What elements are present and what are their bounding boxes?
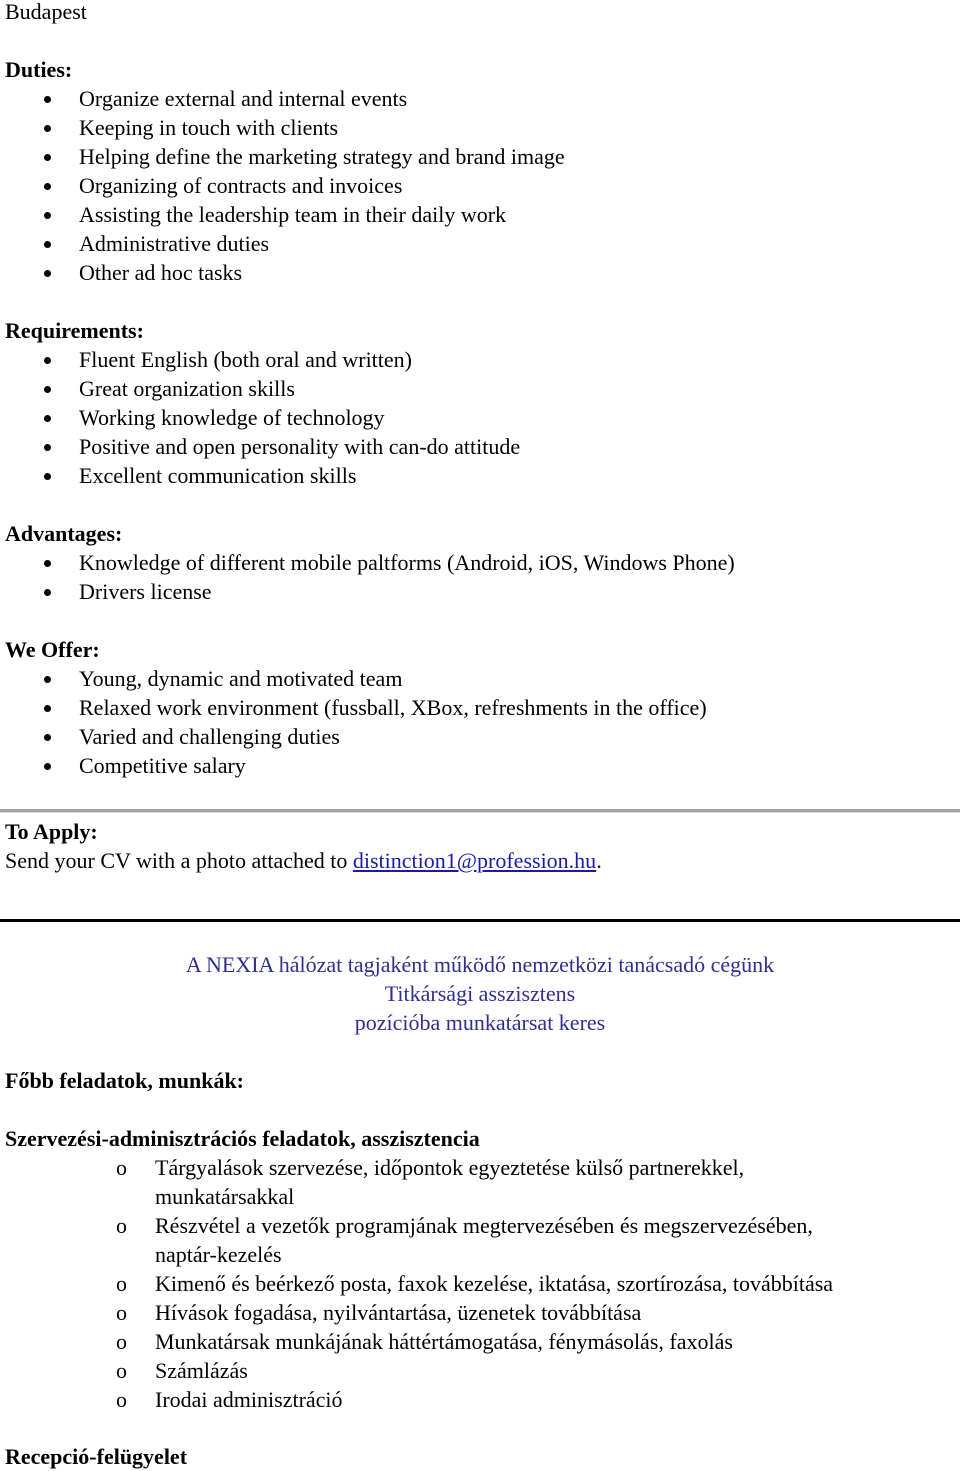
admin-section-heading: Szervezési-adminisztrációs feladatok, asszisztencia (5, 1126, 480, 1151)
list-item: Working knowledge of technology (5, 403, 955, 432)
duties-list (5, 84, 955, 287)
list-item: Varied and challenging duties (5, 722, 955, 751)
list-item: o Kimenő és beérkező posta, faxok kezelése, iktatása, szortírozása, továbbítása (116, 1271, 834, 1296)
list-item: Other ad hoc tasks (5, 258, 955, 287)
list-item: Great organization skills (5, 374, 955, 403)
advantages-heading: Advantages: (5, 521, 123, 546)
apply-text (5, 846, 955, 875)
bullet-o: o (116, 1387, 127, 1412)
duties-heading: Duties: (5, 57, 73, 82)
job-intro-line: A NEXIA hálózat tagjaként működő nemzetközi tanácsadó cégünk (185, 952, 775, 977)
list-item: o Tárgyalások szervezése, időpontok egyeztetése külső partnerekkel, (116, 1155, 745, 1180)
list-item: Competitive salary (5, 751, 955, 780)
bullet-o: o (116, 1329, 127, 1354)
list-item: Administrative duties (5, 229, 955, 258)
bullet-o: o (116, 1271, 127, 1296)
list-item: o Részvétel a vezetők programjának megtervezésében és megszervezésében, (116, 1213, 813, 1238)
list-item-continuation: naptár-kezelés (155, 1242, 282, 1267)
job-position-title: Titkársági asszisztens (384, 981, 576, 1006)
list-item: Organizing of contracts and invoices (5, 171, 955, 200)
reception-heading: Recepció-felügyelet (5, 1444, 188, 1469)
list-item-continuation: munkatársakkal (155, 1184, 295, 1209)
section-divider (0, 809, 960, 813)
email-link[interactable]: distinction1@profession.hu (352, 848, 597, 873)
admin-task-list (5, 1153, 955, 1414)
list-item: o Hívások fogadása, nyilvántartása, üzenetek továbbítása (116, 1300, 642, 1325)
location-text: Budapest (5, 0, 87, 24)
advantages-list (5, 548, 955, 606)
offer-list (5, 664, 955, 780)
apply-end: . (596, 848, 602, 873)
list-item: Relaxed work environment (fussball, XBox, refreshments in the office) (5, 693, 955, 722)
requirements-list (5, 345, 955, 490)
list-item: Assisting the leadership team in their daily work (5, 200, 955, 229)
document-page (5, 0, 955, 1471)
list-item: Young, dynamic and motivated team (5, 664, 955, 693)
list-item: Helping define the marketing strategy and brand image (5, 142, 955, 171)
list-item: Keeping in touch with clients (5, 113, 955, 142)
list-item: Positive and open personality with can-do attitude (5, 432, 955, 461)
list-item: o Irodai adminisztráció (116, 1387, 343, 1412)
list-item: Excellent communication skills (5, 461, 955, 490)
requirements-heading: Requirements: (5, 318, 144, 343)
list-item: Drivers license (5, 577, 955, 606)
list-item: o Munkatársak munkájának háttértámogatása, fénymásolás, faxolás (116, 1329, 733, 1354)
bullet-o: o (116, 1358, 127, 1383)
bullet-o: o (116, 1213, 127, 1238)
list-item: o Számlázás (116, 1358, 248, 1383)
bullet-o: o (116, 1155, 127, 1180)
bullet-o: o (116, 1300, 127, 1325)
main-tasks-heading: Főbb feladatok, munkák: (5, 1068, 245, 1093)
offer-heading: We Offer: (5, 637, 100, 662)
list-item: Knowledge of different mobile paltforms (Android, iOS, Windows Phone) (5, 548, 955, 577)
apply-heading: To Apply: (5, 819, 98, 844)
apply-instruction: Send your CV with a photo attached to (5, 848, 353, 873)
list-item: Organize external and internal events (5, 84, 955, 113)
list-item: Fluent English (both oral and written) (5, 345, 955, 374)
job-intro-closing: pozícióba munkatársat keres (354, 1010, 606, 1035)
